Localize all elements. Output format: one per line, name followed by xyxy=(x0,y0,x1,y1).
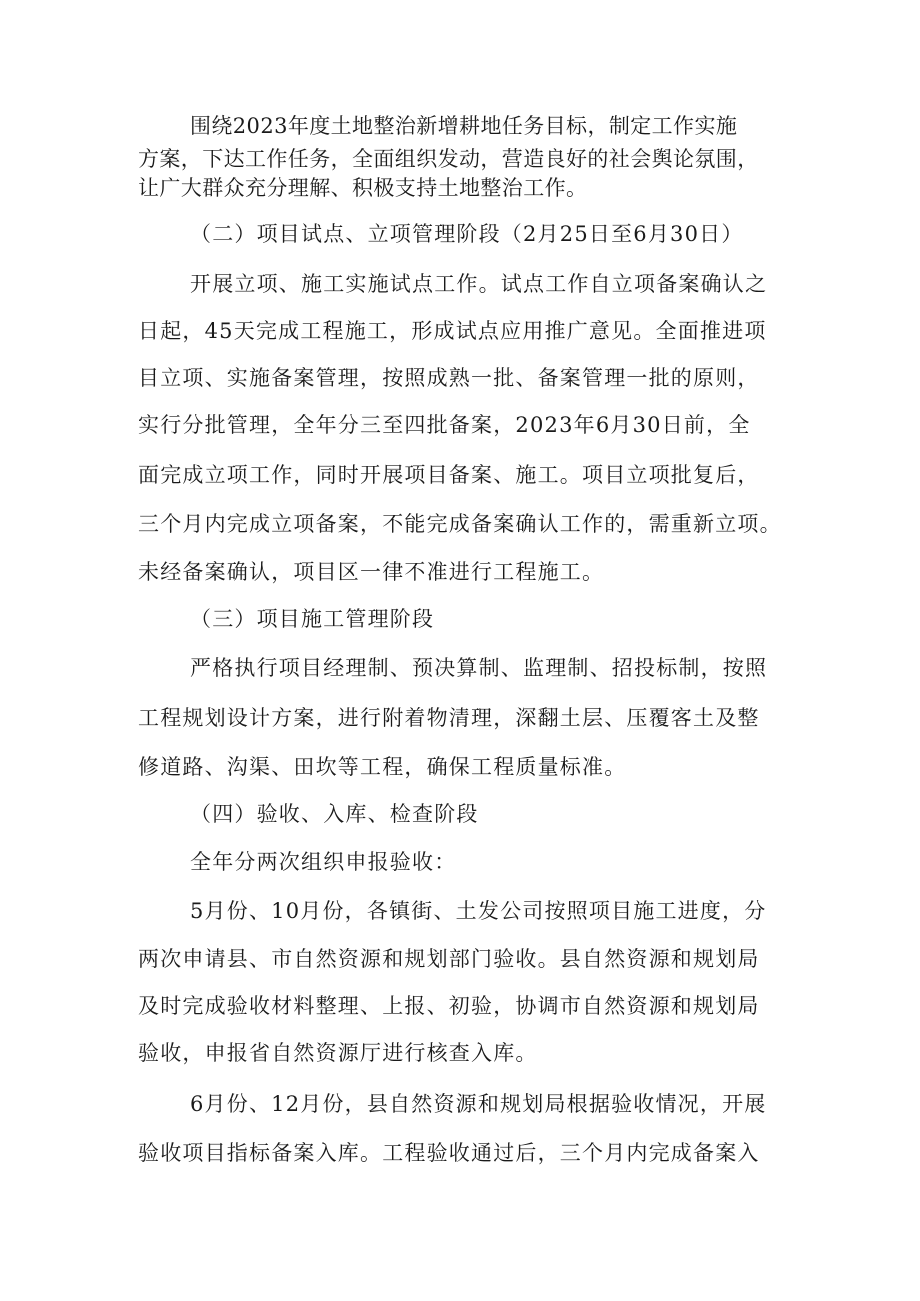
intro-line-3: 让广大群众充分理解、积极支持土地整治工作。 xyxy=(138,176,588,200)
section-4-p1-line-4: 验收，申报省自然资源厅进行核查入库。 xyxy=(138,1041,538,1065)
section-3-line-2: 工程规划设计方案，进行附着物清理，深翻土层、压覆客土及整 xyxy=(138,706,760,730)
section-2-line-1: 开展立项、施工实施试点工作。试点工作自立项备案确认之 xyxy=(190,272,768,296)
section-4-p1-line-3: 及时完成验收材料整理、上报、初验，协调市自然资源和规划局 xyxy=(138,994,760,1018)
intro-line-1: 围绕2023年度土地整治新增耕地任务目标，制定工作实施 xyxy=(190,114,738,138)
section-4-intro: 全年分两次组织申报验收： xyxy=(190,850,457,874)
section-3-line-1: 严格执行项目经理制、预决算制、监理制、招投标制，按照 xyxy=(190,656,768,680)
section-3-heading: （三）项目施工管理阶段 xyxy=(190,607,435,631)
intro-line-2: 方案，下达工作任务，全面组织发动，营造良好的社会舆论氛围， xyxy=(138,147,759,171)
section-4-heading: （四）验收、入库、检查阶段 xyxy=(190,802,479,826)
section-2-heading: （二）项目试点、立项管理阶段（2月25日至6月30日） xyxy=(190,222,744,246)
section-2-line-5: 面完成立项工作，同时开展项目备案、施工。项目立项批复后， xyxy=(138,463,760,487)
section-2-line-4: 实行分批管理，全年分三至四批备案，2023年6月30日前，全 xyxy=(138,413,751,437)
section-4-p2-line-1: 6月份、12月份，县自然资源和规划局根据验收情况，开展 xyxy=(190,1092,767,1116)
section-4-p1-line-1: 5月份、10月份，各镇街、土发公司按照项目施工进度，分 xyxy=(190,899,767,923)
section-2-line-6: 三个月内完成立项备案，不能完成备案确认工作的，需重新立项。 xyxy=(138,512,782,536)
section-3-line-3: 修道路、沟渠、田坎等工程，确保工程质量标准。 xyxy=(138,755,627,779)
section-2-line-7: 未经备案确认，项目区一律不准进行工程施工。 xyxy=(138,560,605,584)
section-4-p2-line-2: 验收项目指标备案入库。工程验收通过后，三个月内完成备案入 xyxy=(138,1141,760,1165)
section-4-p1-line-2: 两次申请县、市自然资源和规划部门验收。县自然资源和规划局 xyxy=(138,947,760,971)
section-2-line-2: 日起，45天完成工程施工，形成试点应用推广意见。全面推进项 xyxy=(138,319,767,343)
section-2-line-3: 目立项、实施备案管理，按照成熟一批、备案管理一批的原则， xyxy=(138,366,760,390)
